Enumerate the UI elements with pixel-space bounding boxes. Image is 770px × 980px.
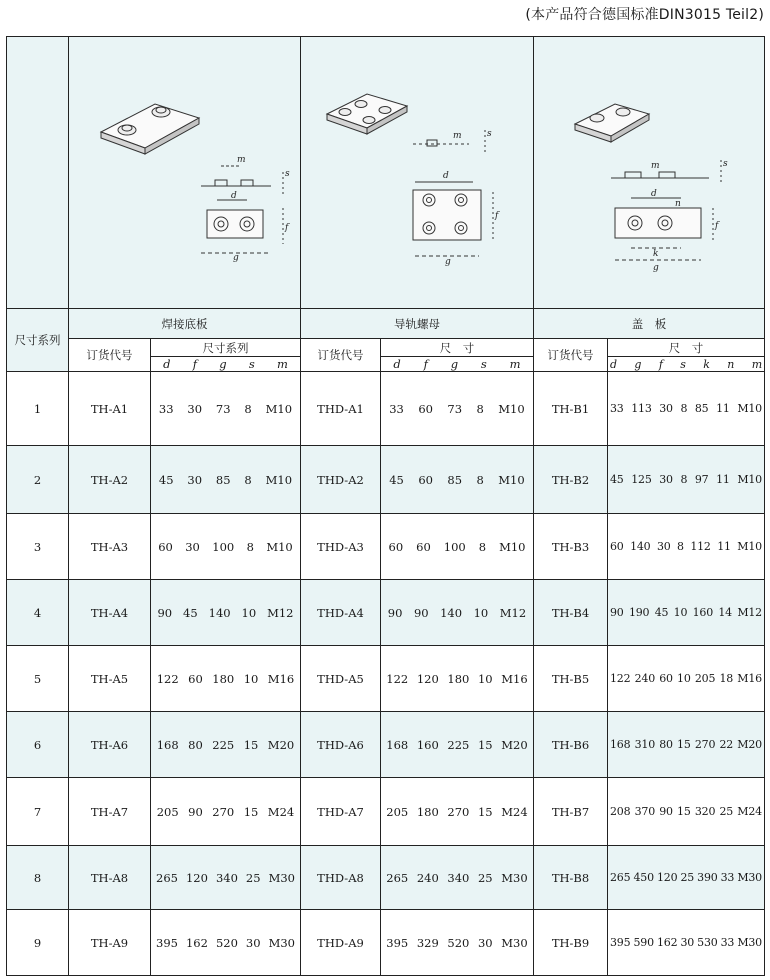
size-series-no: 8 bbox=[7, 846, 69, 910]
dim-value: 15 bbox=[677, 738, 691, 751]
cover-order-code: TH-B6 bbox=[534, 712, 608, 778]
rail-order-code: THD-A2 bbox=[301, 446, 381, 514]
size-series-no: 1 bbox=[7, 372, 69, 446]
dim-value: 45 bbox=[610, 473, 624, 486]
dim-value: M10 bbox=[499, 539, 526, 554]
dim-value: M10 bbox=[266, 539, 293, 554]
dim-value: 8 bbox=[246, 539, 254, 554]
dim-value: 395 bbox=[386, 935, 409, 950]
dim-value: 340 bbox=[447, 870, 470, 885]
dim-value: 30 bbox=[659, 473, 673, 486]
rail-dims bbox=[381, 372, 534, 446]
cover-order-code: TH-B2 bbox=[534, 446, 608, 514]
weld-dims bbox=[151, 372, 301, 446]
cover-order-code: TH-B5 bbox=[534, 646, 608, 712]
dim-value: M10 bbox=[737, 473, 762, 486]
dim-value: 30 bbox=[656, 540, 671, 553]
dim-value: 80 bbox=[188, 737, 203, 752]
dim-value: 205 bbox=[156, 804, 179, 819]
dim-value: 270 bbox=[694, 738, 716, 751]
dim-col-m: m bbox=[509, 357, 521, 371]
weld-order-code: TH-A6 bbox=[69, 712, 151, 778]
dim-value: 45 bbox=[183, 605, 198, 620]
dim-value: 73 bbox=[447, 401, 463, 416]
table-row bbox=[7, 712, 765, 778]
dim-value: 8 bbox=[677, 540, 684, 553]
weld-dims bbox=[151, 446, 301, 514]
dim-value: M30 bbox=[268, 935, 295, 950]
dim-value: 120 bbox=[185, 870, 208, 885]
dim-value: 180 bbox=[212, 671, 235, 686]
dim-value: 395 bbox=[156, 935, 178, 950]
dim-col-k: k bbox=[703, 357, 710, 371]
dim-value: 30 bbox=[185, 539, 200, 554]
weld-order-code: TH-A5 bbox=[69, 646, 151, 712]
table-row bbox=[7, 646, 765, 712]
dim-value: 60 bbox=[418, 472, 433, 487]
dim-col-g: g bbox=[450, 357, 459, 371]
weld-section-title: 焊接底板 bbox=[69, 309, 301, 339]
dim-value: 10 bbox=[673, 606, 688, 619]
rail-order-code: THD-A5 bbox=[301, 646, 381, 712]
dim-value: 60 bbox=[158, 539, 173, 554]
dim-value: M10 bbox=[737, 540, 762, 553]
cover-label-g: g bbox=[653, 262, 659, 273]
cover-label-s: s bbox=[723, 158, 728, 169]
dim-value: M24 bbox=[501, 804, 528, 819]
dim-value: 122 bbox=[610, 672, 631, 685]
dim-value: 8 bbox=[476, 472, 484, 487]
dim-value: 120 bbox=[656, 871, 678, 884]
weld-order-code-header: 订货代号 bbox=[69, 339, 151, 372]
table-row bbox=[7, 580, 765, 646]
size-series-header: 尺寸系列 bbox=[7, 309, 69, 372]
dim-col-g: g bbox=[219, 357, 227, 371]
dim-value: 450 bbox=[633, 871, 654, 884]
dim-value: 15 bbox=[243, 804, 259, 819]
dim-value: 8 bbox=[476, 401, 484, 416]
dim-value: 225 bbox=[447, 737, 470, 752]
rail-dims bbox=[381, 910, 534, 976]
size-series-no: 6 bbox=[7, 712, 69, 778]
rail-dims bbox=[381, 580, 534, 646]
rail-label-d: d bbox=[443, 170, 449, 181]
cover-plate-drawing bbox=[534, 37, 765, 309]
dim-value: M10 bbox=[265, 472, 293, 487]
weld-dim-columns bbox=[151, 357, 301, 372]
cover-dims bbox=[608, 446, 765, 514]
dim-value: 90 bbox=[413, 605, 429, 620]
dim-col-m: m bbox=[751, 357, 762, 371]
weld-dims bbox=[151, 580, 301, 646]
weld-dims bbox=[151, 514, 301, 580]
weld-label-d: d bbox=[230, 190, 237, 201]
rail-nut-sketch bbox=[303, 48, 531, 298]
dim-value: 33 bbox=[158, 401, 174, 416]
rail-order-code: THD-A4 bbox=[301, 580, 381, 646]
dim-value: 80 bbox=[659, 738, 673, 751]
dim-value: M16 bbox=[501, 671, 528, 686]
dim-value: 340 bbox=[215, 870, 238, 885]
dim-value: 120 bbox=[416, 671, 439, 686]
cover-dims bbox=[608, 846, 765, 910]
dim-value: 15 bbox=[243, 737, 259, 752]
rail-order-code: THD-A7 bbox=[301, 778, 381, 846]
cover-label-n: n bbox=[675, 198, 681, 209]
dim-value: 33 bbox=[720, 871, 735, 884]
dim-value: 370 bbox=[634, 805, 656, 818]
dim-value: 125 bbox=[631, 473, 652, 486]
rail-dims bbox=[381, 846, 534, 910]
table-row bbox=[7, 846, 765, 910]
dim-value: 140 bbox=[440, 605, 463, 620]
cover-order-code: TH-B7 bbox=[534, 778, 608, 846]
rail-order-code: THD-A3 bbox=[301, 514, 381, 580]
dim-value: 10 bbox=[241, 605, 257, 620]
rail-order-code: THD-A6 bbox=[301, 712, 381, 778]
dim-value: 520 bbox=[215, 935, 238, 950]
dim-value: 8 bbox=[244, 401, 252, 416]
rail-dim-columns bbox=[381, 357, 534, 372]
dim-value: 122 bbox=[156, 671, 179, 686]
weld-dims bbox=[151, 846, 301, 910]
weld-dims bbox=[151, 712, 301, 778]
dim-value: M20 bbox=[267, 737, 295, 752]
dim-value: 265 bbox=[610, 871, 631, 884]
dim-value: 30 bbox=[187, 472, 203, 487]
cover-section-title: 盖 板 bbox=[534, 309, 765, 339]
table-row bbox=[7, 910, 765, 976]
rail-dims-label: 尺 寸 bbox=[381, 339, 534, 357]
dim-value: 100 bbox=[212, 539, 235, 554]
dim-value: 140 bbox=[208, 605, 231, 620]
dim-value: M16 bbox=[267, 671, 295, 686]
dim-value: 205 bbox=[386, 804, 409, 819]
dim-value: 30 bbox=[187, 401, 203, 416]
dim-value: 10 bbox=[677, 672, 691, 685]
corner-blank bbox=[7, 37, 69, 309]
dim-value: 60 bbox=[659, 672, 673, 685]
rail-label-f: f bbox=[495, 210, 499, 221]
rail-section-title: 导轨螺母 bbox=[301, 309, 534, 339]
cover-dims bbox=[608, 372, 765, 446]
dim-value: 310 bbox=[634, 738, 656, 751]
dim-value: 25 bbox=[245, 870, 261, 885]
dim-value: 60 bbox=[188, 671, 203, 686]
dim-value: 265 bbox=[156, 870, 178, 885]
dim-value: 14 bbox=[718, 606, 732, 619]
dim-col-d: d bbox=[163, 357, 171, 371]
dim-value: 329 bbox=[416, 935, 439, 950]
dim-value: M12 bbox=[737, 606, 762, 619]
dim-value: 15 bbox=[677, 805, 691, 818]
dim-value: 205 bbox=[694, 672, 716, 685]
spec-table bbox=[6, 36, 765, 976]
dim-value: 240 bbox=[416, 870, 439, 885]
dim-value: 11 bbox=[717, 540, 731, 553]
dim-value: M24 bbox=[737, 805, 762, 818]
dim-col-m: m bbox=[276, 357, 288, 371]
dim-value: 265 bbox=[386, 870, 409, 885]
dim-value: M30 bbox=[501, 935, 528, 950]
dim-value: 11 bbox=[716, 402, 730, 415]
dim-value: M20 bbox=[501, 737, 528, 752]
dim-value: M24 bbox=[267, 804, 295, 819]
weld-label-f: f bbox=[284, 222, 288, 233]
dim-value: 270 bbox=[212, 804, 235, 819]
dim-value: M30 bbox=[737, 871, 762, 884]
dims-label-row bbox=[7, 339, 765, 357]
dim-value: 33 bbox=[610, 402, 624, 415]
rail-dims bbox=[381, 446, 534, 514]
dim-value: 97 bbox=[694, 473, 709, 486]
size-series-no: 5 bbox=[7, 646, 69, 712]
weld-dims-label: 尺寸系列 bbox=[151, 339, 301, 357]
dim-value: 33 bbox=[389, 401, 404, 416]
cover-order-code: TH-B9 bbox=[534, 910, 608, 976]
dim-value: 25 bbox=[680, 871, 695, 884]
cover-plate-sketch bbox=[535, 48, 763, 298]
dim-value: 8 bbox=[680, 473, 688, 486]
dim-value: 60 bbox=[388, 539, 404, 554]
cover-dims bbox=[608, 910, 765, 976]
weld-label-g: g bbox=[232, 252, 239, 263]
cover-dims-label: 尺 寸 bbox=[608, 339, 765, 357]
dim-value: 520 bbox=[447, 935, 470, 950]
section-title-row bbox=[7, 309, 765, 339]
dim-value: 85 bbox=[447, 472, 463, 487]
size-series-no: 4 bbox=[7, 580, 69, 646]
cover-label-d: d bbox=[651, 188, 657, 199]
cover-order-code-header: 订货代号 bbox=[534, 339, 608, 372]
dim-value: 530 bbox=[697, 936, 718, 949]
weld-order-code: TH-A8 bbox=[69, 846, 151, 910]
dim-value: 15 bbox=[477, 804, 493, 819]
weld-base-plate-sketch bbox=[71, 48, 299, 298]
weld-dims bbox=[151, 778, 301, 846]
dim-value: 30 bbox=[477, 935, 493, 950]
dim-col-s: s bbox=[480, 357, 487, 371]
table-row bbox=[7, 446, 765, 514]
weld-order-code: TH-A9 bbox=[69, 910, 151, 976]
weld-base-drawing bbox=[69, 37, 301, 309]
weld-label-s: s bbox=[284, 168, 290, 179]
dim-value: 168 bbox=[610, 738, 631, 751]
cover-order-code: TH-B4 bbox=[534, 580, 608, 646]
dim-col-d: d bbox=[393, 357, 401, 371]
table-row bbox=[7, 778, 765, 846]
dim-value: 8 bbox=[244, 472, 252, 487]
dim-value: 160 bbox=[692, 606, 714, 619]
dim-value: 33 bbox=[720, 936, 735, 949]
dim-value: M30 bbox=[268, 870, 295, 885]
dim-value: M30 bbox=[737, 936, 762, 949]
dim-value: 8 bbox=[680, 402, 688, 415]
dim-value: 180 bbox=[416, 804, 439, 819]
dim-value: 225 bbox=[212, 737, 235, 752]
cover-dims bbox=[608, 646, 765, 712]
dim-value: M10 bbox=[737, 402, 762, 415]
rail-label-m: m bbox=[453, 130, 462, 141]
dim-value: 10 bbox=[243, 671, 259, 686]
weld-order-code: TH-A4 bbox=[69, 580, 151, 646]
cover-label-m: m bbox=[651, 160, 660, 171]
dim-value: 15 bbox=[477, 737, 493, 752]
size-series-no: 2 bbox=[7, 446, 69, 514]
dim-value: 22 bbox=[719, 738, 734, 751]
dim-value: M10 bbox=[265, 401, 293, 416]
dim-value: 45 bbox=[158, 472, 174, 487]
dim-col-n: n bbox=[727, 357, 735, 371]
dim-value: 162 bbox=[185, 935, 208, 950]
rail-order-code: THD-A1 bbox=[301, 372, 381, 446]
dim-value: 85 bbox=[694, 402, 709, 415]
table-row bbox=[7, 372, 765, 446]
weld-label-m: m bbox=[236, 154, 246, 165]
dim-value: 190 bbox=[628, 606, 650, 619]
dim-value: 45 bbox=[654, 606, 669, 619]
rail-dims bbox=[381, 712, 534, 778]
dim-value: 208 bbox=[610, 805, 631, 818]
cover-dims bbox=[608, 514, 765, 580]
dim-value: 30 bbox=[659, 402, 673, 415]
dim-value: 10 bbox=[473, 605, 489, 620]
cover-order-code: TH-B8 bbox=[534, 846, 608, 910]
dim-value: 25 bbox=[477, 870, 493, 885]
size-series-no: 7 bbox=[7, 778, 69, 846]
dim-value: 160 bbox=[416, 737, 439, 752]
dim-value: 168 bbox=[156, 737, 179, 752]
dim-value: 73 bbox=[215, 401, 231, 416]
dim-value: 60 bbox=[416, 539, 431, 554]
dim-value: 90 bbox=[157, 605, 173, 620]
table-row bbox=[7, 514, 765, 580]
dim-value: 90 bbox=[387, 605, 403, 620]
rail-dims bbox=[381, 514, 534, 580]
dim-value: 140 bbox=[630, 540, 651, 553]
dim-value: 112 bbox=[690, 540, 711, 553]
dim-value: 113 bbox=[631, 402, 652, 415]
cover-dims bbox=[608, 712, 765, 778]
weld-order-code: TH-A7 bbox=[69, 778, 151, 846]
dim-value: M20 bbox=[737, 738, 762, 751]
cover-dims bbox=[608, 580, 765, 646]
dim-col-f: f bbox=[658, 357, 663, 371]
dim-col-s: s bbox=[248, 357, 255, 371]
dim-value: 60 bbox=[610, 540, 624, 553]
weld-order-code: TH-A1 bbox=[69, 372, 151, 446]
cover-label-k: k bbox=[653, 248, 659, 259]
dim-col-g: g bbox=[634, 357, 642, 371]
weld-order-code: TH-A2 bbox=[69, 446, 151, 514]
dim-value: M12 bbox=[267, 605, 294, 620]
dim-value: 122 bbox=[386, 671, 409, 686]
cover-dim-columns bbox=[608, 357, 765, 372]
dim-value: M10 bbox=[498, 401, 525, 416]
dim-value: M16 bbox=[737, 672, 762, 685]
dim-value: 85 bbox=[215, 472, 231, 487]
size-series-no: 3 bbox=[7, 514, 69, 580]
cover-order-code: TH-B1 bbox=[534, 372, 608, 446]
dim-value: 18 bbox=[719, 672, 734, 685]
weld-order-code: TH-A3 bbox=[69, 514, 151, 580]
weld-dims bbox=[151, 910, 301, 976]
rail-order-code: THD-A8 bbox=[301, 846, 381, 910]
dim-value: 395 bbox=[610, 936, 631, 949]
dim-value: 30 bbox=[245, 935, 261, 950]
cover-label-f: f bbox=[715, 220, 719, 231]
rail-label-g: g bbox=[445, 256, 451, 267]
dim-value: 240 bbox=[634, 672, 656, 685]
dim-value: 90 bbox=[188, 804, 203, 819]
dim-value: 390 bbox=[697, 871, 718, 884]
dim-col-f: f bbox=[423, 357, 428, 371]
cover-dims bbox=[608, 778, 765, 846]
dim-value: M12 bbox=[499, 605, 527, 620]
weld-dims bbox=[151, 646, 301, 712]
dim-value: M30 bbox=[501, 870, 528, 885]
rail-dims bbox=[381, 646, 534, 712]
dim-value: 168 bbox=[386, 737, 409, 752]
rail-order-code-header: 订货代号 bbox=[301, 339, 381, 372]
dim-value: 25 bbox=[719, 805, 734, 818]
dim-value: 590 bbox=[633, 936, 654, 949]
dim-value: 180 bbox=[447, 671, 470, 686]
dim-value: M10 bbox=[498, 472, 525, 487]
dim-value: 60 bbox=[418, 401, 433, 416]
dim-value: 45 bbox=[389, 472, 404, 487]
dim-col-s: s bbox=[680, 357, 686, 371]
rail-nut-drawing bbox=[301, 37, 534, 309]
dim-value: 11 bbox=[716, 473, 730, 486]
dim-col-d: d bbox=[610, 357, 617, 371]
dim-value: 162 bbox=[656, 936, 678, 949]
dim-value: 10 bbox=[477, 671, 493, 686]
dim-value: 8 bbox=[478, 539, 487, 554]
rail-order-code: THD-A9 bbox=[301, 910, 381, 976]
dim-col-f: f bbox=[192, 357, 197, 371]
dim-value: 320 bbox=[694, 805, 716, 818]
dim-value: 90 bbox=[659, 805, 673, 818]
size-series-no: 9 bbox=[7, 910, 69, 976]
dim-value: 270 bbox=[447, 804, 470, 819]
rail-dims bbox=[381, 778, 534, 846]
cover-order-code: TH-B3 bbox=[534, 514, 608, 580]
rail-label-s: s bbox=[487, 128, 492, 139]
drawing-row bbox=[7, 37, 765, 309]
dim-value: 30 bbox=[680, 936, 695, 949]
standard-note: (本产品符合德国标准DIN3015 Teil2) bbox=[525, 7, 764, 23]
dim-value: 90 bbox=[610, 606, 624, 619]
dim-value: 100 bbox=[443, 539, 466, 554]
